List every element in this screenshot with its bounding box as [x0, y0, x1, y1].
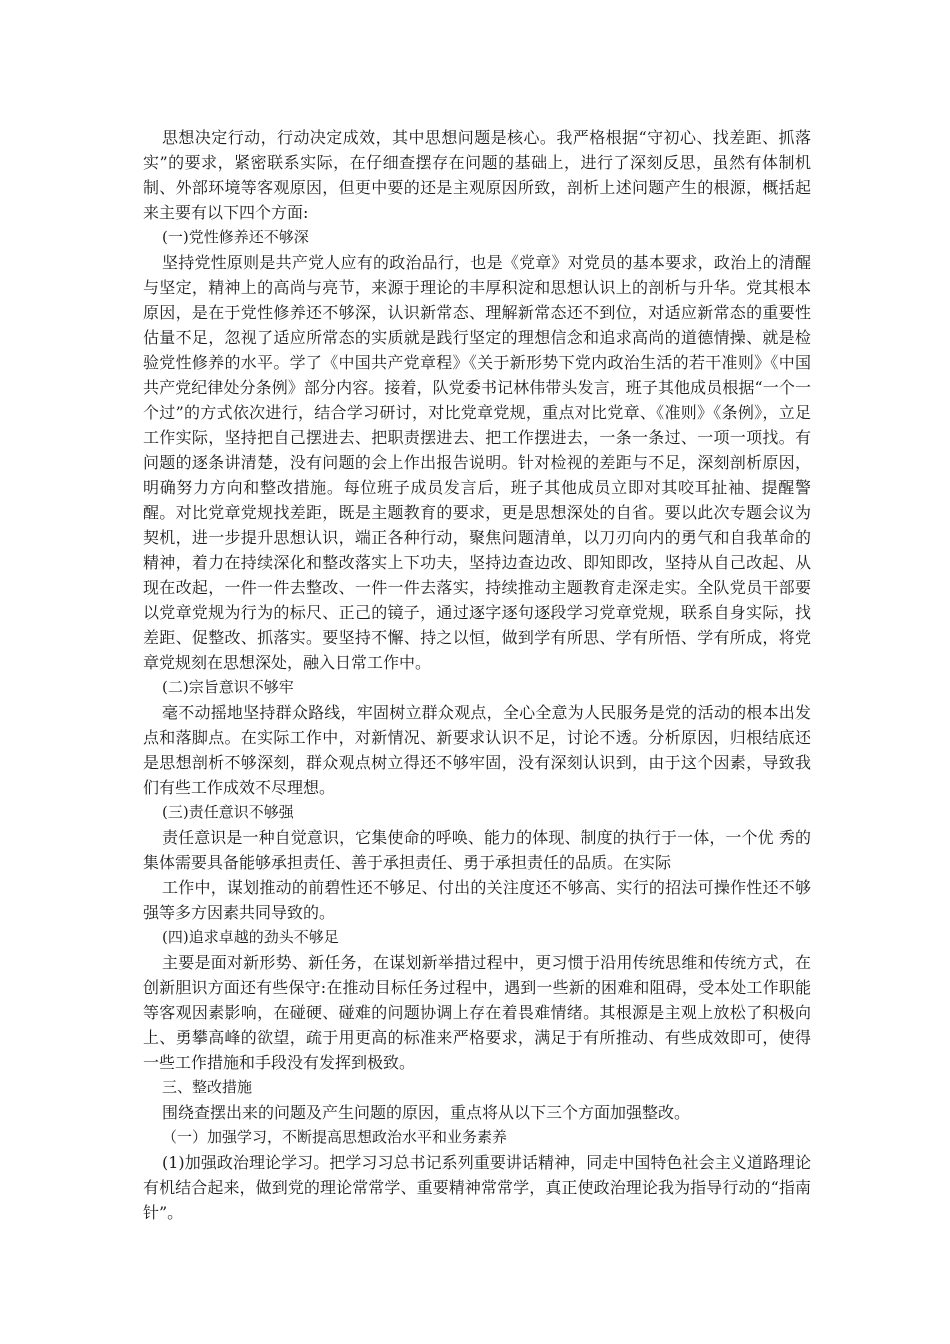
heading-strengthen-study: （一）加强学习，不断提高思想政治水平和业务素养	[162, 1128, 508, 1146]
paragraph-purpose-awareness: 毫不动摇地坚持群众路线，牢固树立群众观点，全心全意为人民服务是党的活动的根本出发点和落脚点。在实际工作中，对新情况、新要求认识不足，讨论不透。分析原因，归根结底还是思想剖析不够深刻，群众观点树立得还不够牢固，没有深刻认识到，由于这个因素，导致我们有些工作成效不尽理想。	[143, 703, 811, 797]
document-page	[143, 125, 811, 1225]
heading-pursuit-excellence: (四)追求卓越的劲头不够足	[162, 928, 339, 946]
paragraph-intro: 思想决定行动，行动决定成效，其中思想问题是核心。我严格根据“守初心、找差距、抓落实”的要求，紧密联系实际，在仔细查摆存在问题的基础上，进行了深刻反思，虽然有体制机制、外部环境等客观原因，但更中要的还是主观原因所致，剖析上述问题产生的根源，概括起来主要有以下四个方面:	[143, 128, 811, 222]
heading-responsibility: (三)责任意识不够强	[162, 803, 294, 821]
heading-party-spirit: (一)党性修养还不够深	[162, 228, 309, 246]
paragraph-party-spirit: 坚持党性原则是共产党人应有的政治品行，也是《党章》对党员的基本要求，政治上的清醒与坚定，精神上的高尚与亮节，来源于理论的丰厚积淀和思想认识上的剖析与升华。党其根本原因，是在于党性修养还不够深，认识新常态、理解新常态还不到位，对适应新常态的重要性估量不足，忽视了适应所常态的实质就是践行坚定的理想信念和追求高尚的道德情操、就是检验党性修养的水平。学了《中国共产党章程》《关于新形势下党内政治生活的若干准则》《中国共产党纪律处分条例》部分内容。接着，队党委书记林伟带头发言，班子其他成员根据“一个一个过”的方式依次进行，结合学习研讨，对比党章党规，重点对比党章、《准则》《条例》，立足工作实际，坚持把自己摆进去、把职责摆进去、把工作摆进去，一条一条过、一项一项找。有问题的逐条讲清楚，没有问题的会上作出报告说明。针对检视的差距与不足，深刻剖析原因，明确努力方向和整改措施。每位班子成员发言后，班子其他成员立即对其咬耳扯袖、提醒警醒。对比党章党规找差距，既是主题教育的要求，更是思想深处的自省。要以此次专题会议为契机，进一步提升思想认识，端正各种行动，聚焦问题清单，以刀刃向内的勇气和自我革命的精神，着力在持续深化和整改落实上下功夫，坚持边查边改、即知即改，坚持从自己改起、从现在改起，一件一件去整改、一件一件去落实，持续推动主题教育走深走实。全队党员干部要以党章党规为行为的标尺、正己的镜子，通过逐字逐句逐段学习党章党规，联系自身实际，找差距、促整改、抓落实。要坚持不懈、持之以恒，做到学有所思、学有所悟、学有所成，将党章党规刻在思想深处，融入日常工作中。	[143, 253, 811, 672]
paragraph-responsibility-2: 工作中，谋划推动的前碧性还不够足、付出的关注度还不够高、实行的招法可操作性还不够强等多方因素共同导致的。	[143, 878, 811, 922]
paragraph-responsibility-1: 责任意识是一种自觉意识，它集使命的呼唤、能力的体现、制度的执行于一体，一个优 秀的集体需要具备能够承担责任、善于承担责任、勇于承担责任的品质。在实际	[143, 828, 811, 872]
heading-purpose-awareness: (二)宗旨意识不够牢	[162, 678, 294, 696]
paragraph-pursuit-excellence: 主要是面对新形势、新任务，在谋划新举措过程中，更习惯于沿用传统思维和传统方式，在创新胆识方面还有些保守:在推动目标任务过程中，遇到一些新的困难和阻碍，受本处工作职能等客观因素影响，在碰硬、碰难的问题协调上存在着畏难情绪。其根源是主观上放松了积极向上、勇攀高峰的欲望，疏于用更高的标准来严格要求，满足于有所推动、有些成效即可，使得一些工作措施和手段没有发挥到极致。	[143, 953, 811, 1072]
paragraph-political-theory: (1)加强政治理论学习。把学习习总书记系列重要讲话精神，同走中国特色社会主义道路理论有机结合起来，做到党的理论常常学、重要精神常常学，真正使政治理论我为指导行动的“指南针”。	[143, 1153, 811, 1222]
heading-rectification: 三、整改措施	[162, 1078, 253, 1096]
paragraph-rectification-intro: 围绕查摆出来的问题及产生问题的原因，重点将从以下三个方面加强整改。	[162, 1103, 691, 1122]
